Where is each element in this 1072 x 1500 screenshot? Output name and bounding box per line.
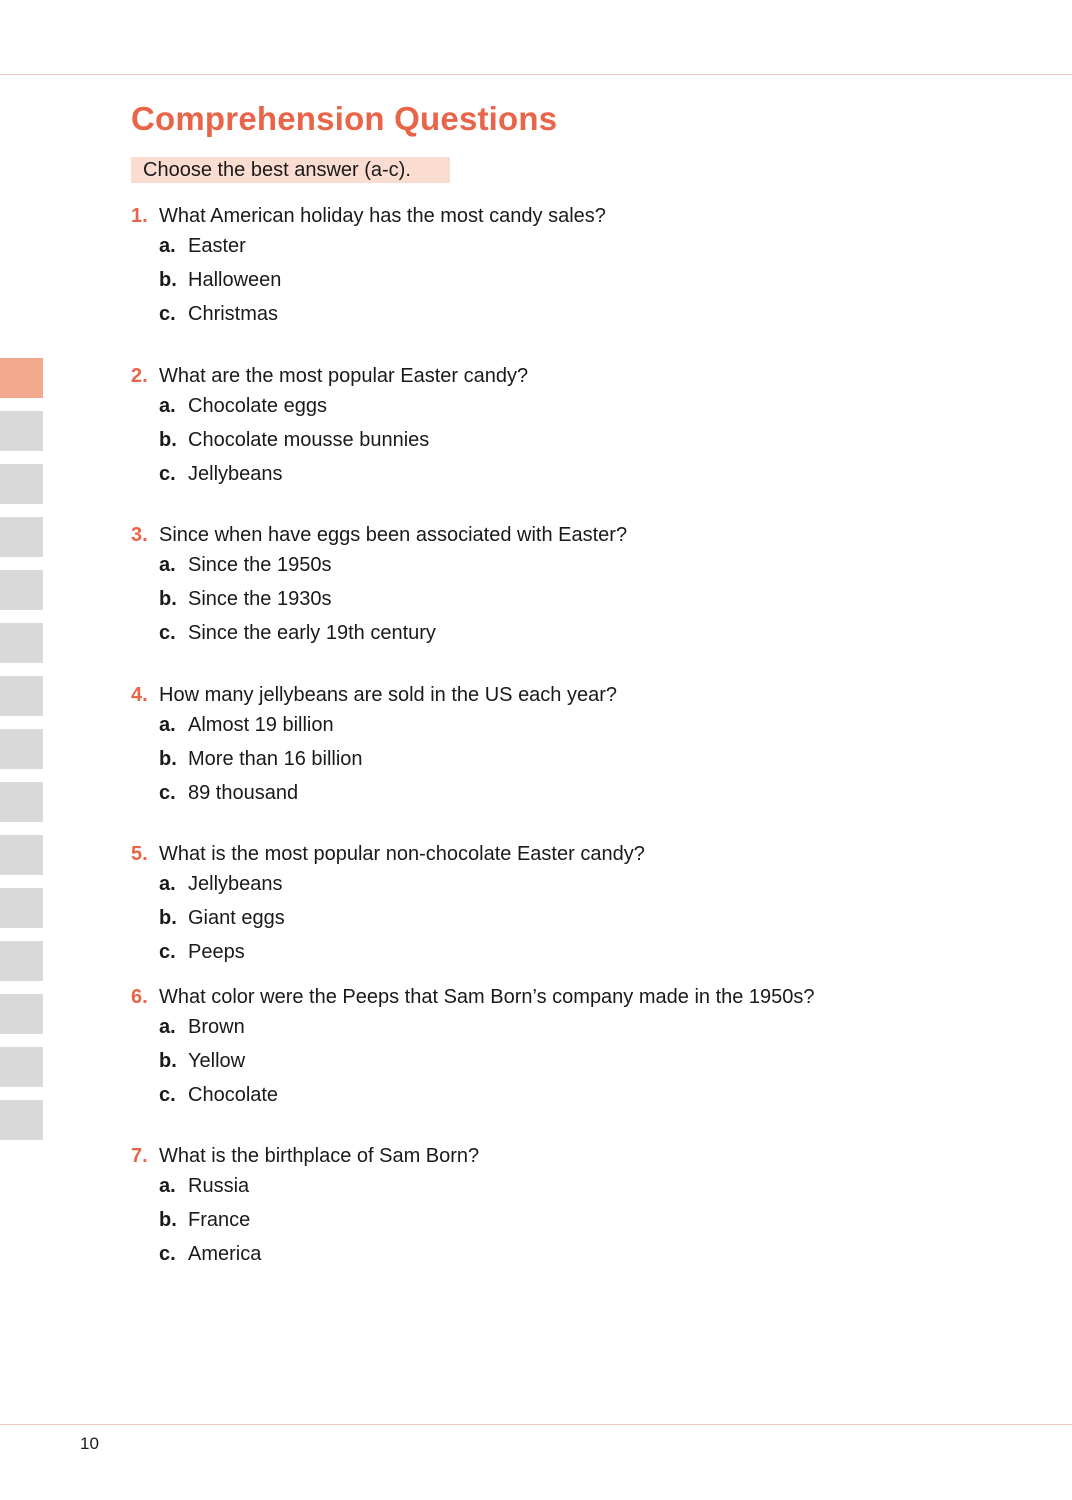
- side-tab[interactable]: [0, 941, 43, 981]
- answer-option[interactable]: a. Jellybeans: [159, 873, 283, 895]
- answer-option[interactable]: c. 89 thousand: [159, 782, 299, 804]
- answer-option[interactable]: b. More than 16 billion: [159, 748, 363, 770]
- answer-option[interactable]: a. Easter: [159, 235, 246, 257]
- answer-option[interactable]: b. Chocolate mousse bunnies: [159, 429, 430, 451]
- side-tab[interactable]: [0, 464, 43, 504]
- side-tab[interactable]: [0, 623, 43, 663]
- question-1: [131, 203, 606, 331]
- side-tab[interactable]: [0, 994, 43, 1034]
- answer-option[interactable]: c. America: [159, 1243, 262, 1265]
- side-tab[interactable]: [0, 729, 43, 769]
- side-tab[interactable]: [0, 1047, 43, 1087]
- instruction-banner: Choose the best answer (a-c).: [131, 157, 450, 183]
- answer-option[interactable]: c. Since the early 19th century: [159, 622, 436, 644]
- question-5: [131, 841, 645, 969]
- answer-option[interactable]: a. Chocolate eggs: [159, 395, 327, 417]
- side-tab-active[interactable]: [0, 358, 43, 398]
- question-text: 5. What is the most popular non-chocolate Easter candy?: [131, 843, 645, 865]
- header-rule: [0, 74, 1072, 75]
- answer-option[interactable]: b. Since the 1930s: [159, 588, 332, 610]
- question-text: 7. What is the birthplace of Sam Born?: [131, 1145, 480, 1167]
- question-2: [131, 363, 528, 491]
- answer-option[interactable]: c. Jellybeans: [159, 463, 283, 485]
- answer-option[interactable]: a. Russia: [159, 1175, 250, 1197]
- question-text: 3. Since when have eggs been associated with Easter?: [131, 524, 628, 546]
- question-6: [131, 984, 815, 1112]
- question-text: 1. What American holiday has the most candy sales?: [131, 205, 606, 227]
- question-text: 4. How many jellybeans are sold in the US each year?: [131, 684, 618, 706]
- answer-option[interactable]: c. Chocolate: [159, 1084, 279, 1106]
- answer-option[interactable]: a. Almost 19 billion: [159, 714, 334, 736]
- page-title: Comprehension Questions: [131, 100, 558, 137]
- side-tab[interactable]: [0, 517, 43, 557]
- answer-option[interactable]: c. Peeps: [159, 941, 245, 963]
- side-tab[interactable]: [0, 1100, 43, 1140]
- question-text: 2. What are the most popular Easter candy?: [131, 365, 529, 387]
- side-tab[interactable]: [0, 782, 43, 822]
- answer-option[interactable]: b. Halloween: [159, 269, 282, 291]
- answer-option[interactable]: a. Since the 1950s: [159, 554, 332, 576]
- side-tab[interactable]: [0, 676, 43, 716]
- answer-option[interactable]: b. Giant eggs: [159, 907, 285, 929]
- question-text: 6. What color were the Peeps that Sam Born’s company made in the 1950s?: [131, 986, 815, 1008]
- answer-option[interactable]: c. Christmas: [159, 303, 279, 325]
- page-number: 10: [80, 1434, 99, 1453]
- side-tab[interactable]: [0, 411, 43, 451]
- footer-rule: [0, 1424, 1072, 1425]
- question-4: [131, 682, 617, 810]
- question-7: [131, 1143, 479, 1271]
- answer-option[interactable]: a. Brown: [159, 1016, 245, 1038]
- side-tab[interactable]: [0, 888, 43, 928]
- answer-option[interactable]: b. Yellow: [159, 1050, 246, 1072]
- side-tabs: [0, 358, 43, 1153]
- side-tab[interactable]: [0, 570, 43, 610]
- answer-option[interactable]: b. France: [159, 1209, 251, 1231]
- question-3: [131, 522, 627, 650]
- side-tab[interactable]: [0, 835, 43, 875]
